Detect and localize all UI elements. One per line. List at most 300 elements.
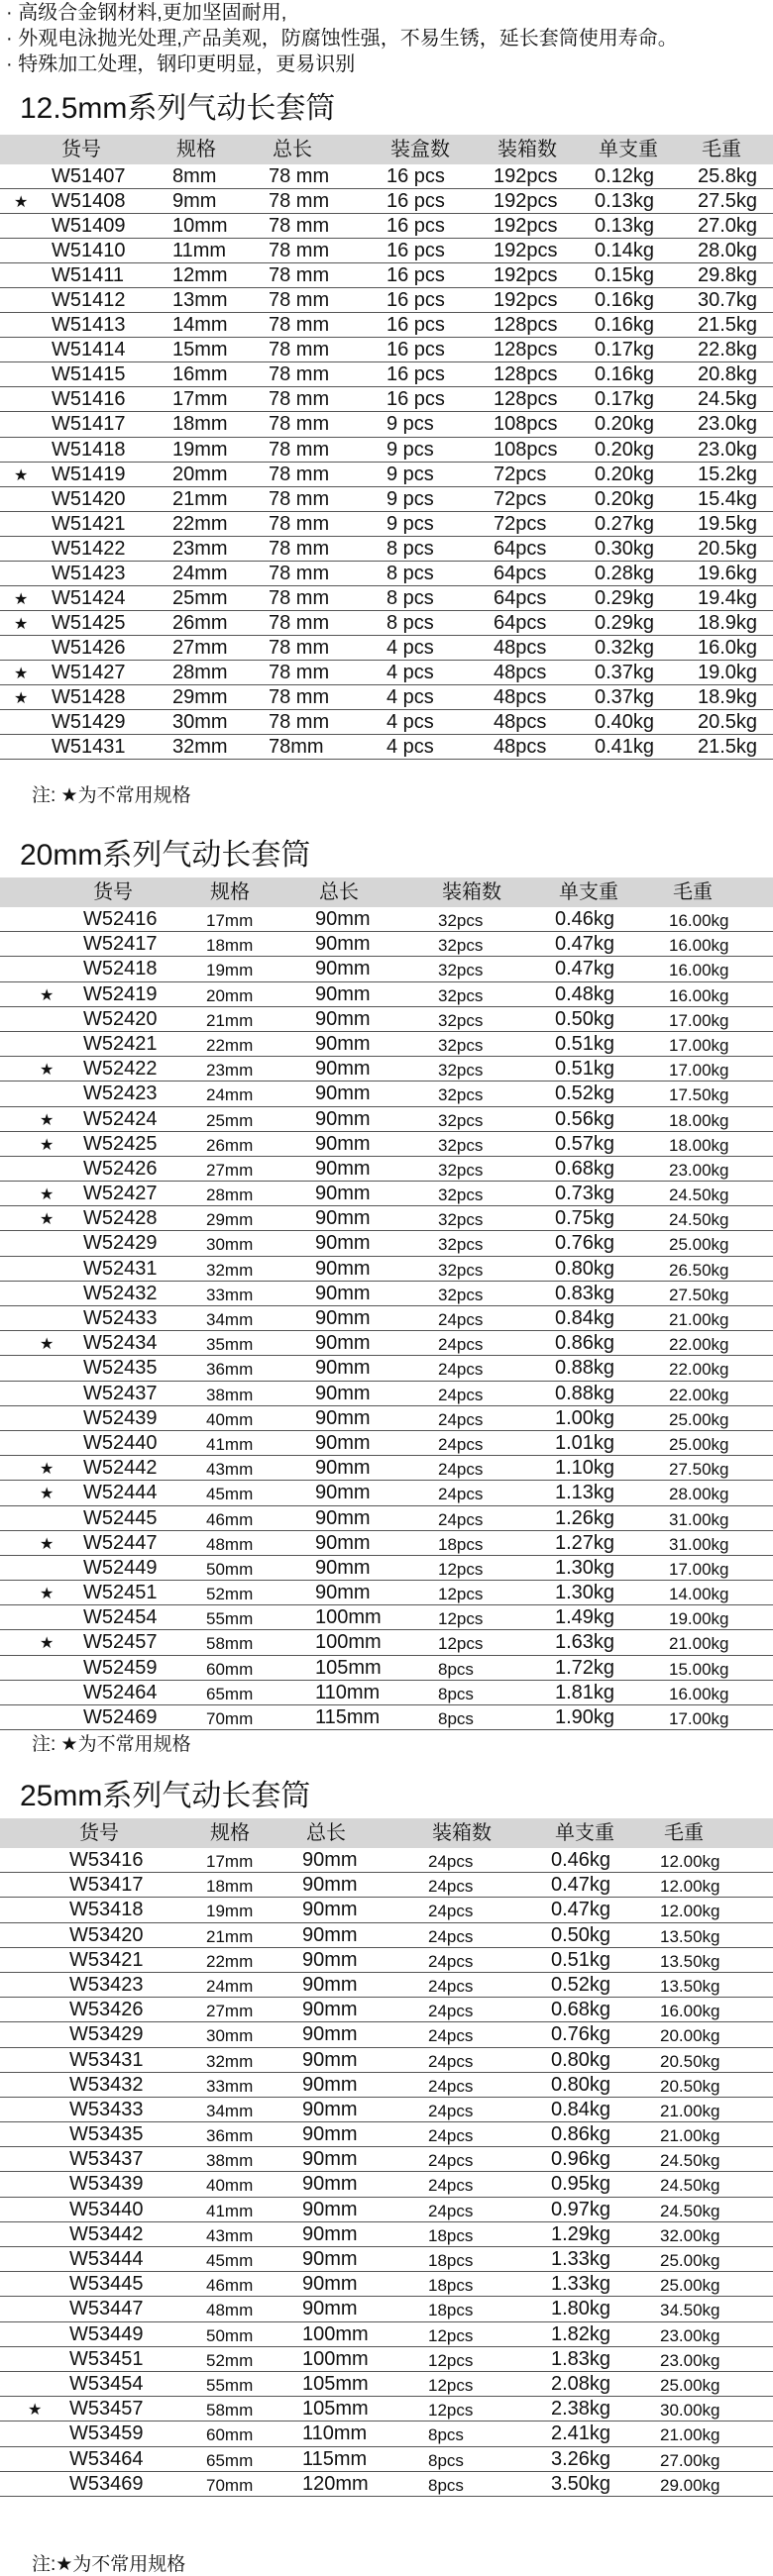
table-cell: 0.96kg [551,2148,611,2171]
table-cell: 48pcs [494,636,547,659]
table-cell: 24pcs [438,1509,484,1529]
table-row [0,2022,773,2047]
table-cell: 11mm [172,240,227,262]
table-cell: 35mm [206,1335,254,1355]
table-cell: 1.90kg [555,1706,615,1728]
table-row [0,438,773,463]
table-cell: 20.50kg [660,2051,720,2071]
table-cell: 12mm [172,264,228,287]
uncommon-star-icon: ★ [14,590,29,608]
table-cell: 0.37kg [595,661,655,683]
table-cell: 29mm [206,1210,254,1230]
table-row [0,562,773,586]
column-header: 货号 [79,1822,119,1844]
table-cell: 78 mm [269,661,330,683]
table-cell: 3.50kg [551,2472,611,2495]
table-cell: W53431 [69,2048,144,2071]
table-cell: 100mm [302,2322,369,2345]
table-cell: 78 mm [269,388,330,411]
table-cell: 90mm [302,2098,358,2120]
table-cell: 90mm [315,1082,371,1105]
table-row [0,1630,773,1655]
column-header: 装盒数 [390,139,450,160]
table-cell: 1.00kg [555,1406,615,1429]
table-cell: 52mm [206,2350,254,2370]
uncommon-star-icon: ★ [40,1535,55,1553]
table-cell: 0.13kg [595,215,655,238]
uncommon-star-icon: ★ [14,689,29,707]
table-cell: 1.30kg [555,1556,615,1579]
table-cell: 105mm [315,1656,382,1679]
uncommon-star-icon: ★ [40,1336,55,1354]
table-cell: 0.40kg [595,711,655,734]
table-cell: W51415 [52,363,126,386]
spec-table [0,1848,773,2497]
table-cell: 32pcs [438,1110,484,1130]
table-cell: 31.00kg [669,1534,729,1554]
table-cell: 24pcs [438,1385,484,1404]
table-cell: 20.8kg [698,363,758,386]
table-cell: 0.83kg [555,1282,615,1304]
table-cell: 9 pcs [386,463,434,485]
table-cell: W52424 [83,1107,158,1130]
table-cell: W52442 [83,1457,158,1480]
table-cell: W52421 [83,1032,158,1055]
table-row [0,586,773,611]
table-row [0,1082,773,1106]
uncommon-star-icon: ★ [40,1136,55,1154]
table-cell: 32mm [206,1260,254,1280]
table-cell: W51420 [52,487,126,510]
table-cell: 24mm [206,1976,254,1996]
table-note: 注: ★为不常用规格 [32,785,191,806]
table-cell: 192pcs [494,240,558,262]
table-cell: 65mm [206,1684,254,1703]
table-cell: 78 mm [269,289,330,312]
table-cell: 0.88kg [555,1382,615,1404]
table-cell: 90mm [302,1948,358,1971]
table-cell: 8 pcs [386,586,434,609]
table-row [0,1656,773,1681]
table-cell: 72pcs [494,487,547,510]
table-cell: 55mm [206,1609,254,1629]
table-cell: 90mm [315,1482,371,1504]
table-row [0,2222,773,2247]
table-cell: 24pcs [438,1360,484,1380]
table-cell: 52mm [206,1585,254,1604]
table-cell: 29.00kg [660,2475,720,2495]
table-row [0,338,773,362]
table-cell: 1.26kg [555,1506,615,1529]
table-cell: 0.95kg [551,2173,611,2196]
table-cell: 16 pcs [386,388,445,411]
table-cell: 20mm [206,985,254,1005]
table-cell: 23.0kg [698,438,758,461]
table-cell: 19mm [206,1902,254,1921]
table-cell: 0.20kg [595,463,655,485]
table-cell: 21.5kg [698,314,758,337]
table-cell: 20mm [172,463,228,485]
table-cell: 0.47kg [555,933,615,956]
table-cell: 0.50kg [555,1007,615,1030]
table-cell: W52418 [83,958,158,980]
table-cell: 26mm [206,1135,254,1155]
table-cell: 0.88kg [555,1357,615,1380]
table-row [0,1007,773,1032]
table-row [0,214,773,239]
table-row [0,1356,773,1381]
section-title: 12.5mm系列气动长套筒 [20,92,336,125]
table-cell: 90mm [315,1032,371,1055]
spec-table [0,164,773,760]
table-row [0,1948,773,1973]
table-cell: 0.17kg [595,339,655,361]
table-cell: 25mm [172,586,228,609]
uncommon-star-icon: ★ [40,1062,55,1080]
section-title: 25mm系列气动长套筒 [20,1780,311,1812]
column-header: 装箱数 [497,139,557,160]
table-cell: 22.00kg [669,1360,729,1380]
table-row [0,1231,773,1256]
table-cell: 45mm [206,1485,254,1504]
table-cell: 9 pcs [386,413,434,436]
table-row [0,2073,773,2098]
table-row [0,611,773,636]
table-cell: W52437 [83,1382,158,1404]
table-cell: 28mm [172,661,228,683]
table-cell: 17mm [206,911,254,930]
table-cell: 24pcs [438,1335,484,1355]
uncommon-star-icon: ★ [40,1211,55,1229]
uncommon-star-icon: ★ [40,986,55,1004]
table-cell: W53423 [69,1973,144,1996]
table-cell: 0.68kg [555,1157,615,1180]
table-cell: 19.6kg [698,562,758,584]
table-cell: W51414 [52,339,126,361]
table-cell: 12.00kg [660,1902,720,1921]
table-row [0,1481,773,1505]
table-cell: 90mm [302,1874,358,1897]
table-cell: 24pcs [428,2002,474,2021]
column-header: 货号 [93,881,133,903]
table-cell: 0.29kg [595,611,655,634]
table-cell: 24pcs [438,1409,484,1429]
table-cell: 29mm [172,685,228,708]
table-cell: 192pcs [494,190,558,213]
table-row [0,636,773,661]
table-cell: 25.00kg [660,2251,720,2270]
table-cell: W51421 [52,512,126,535]
table-cell: 28.00kg [669,1485,729,1504]
table-row [0,1556,773,1581]
column-header: 单支重 [555,1822,614,1844]
table-cell: 72pcs [494,463,547,485]
table-cell: 30mm [206,1235,254,1255]
table-cell: 20.5kg [698,537,758,560]
table-row [0,1581,773,1605]
table-cell: 46mm [206,1509,254,1529]
table-cell: 0.48kg [555,982,615,1005]
column-header: 规格 [210,881,250,903]
table-cell: 64pcs [494,562,547,584]
table-cell: W52416 [83,908,158,930]
table-cell: 16.00kg [660,2002,720,2021]
table-row [0,1998,773,2022]
table-cell: 23.00kg [669,1160,729,1180]
table-cell: 1.49kg [555,1606,615,1629]
table-cell: 100mm [315,1631,382,1654]
table-cell: W53440 [69,2198,144,2220]
table-cell: W52429 [83,1232,158,1255]
table-cell: 22.00kg [669,1385,729,1404]
table-note: 注:★为不常用规格 [32,2554,186,2575]
table-cell: 90mm [302,2148,358,2171]
table-row [0,1681,773,1705]
table-cell: 16.00kg [669,961,729,980]
table-cell: 17mm [172,388,228,411]
column-header: 装箱数 [432,1822,492,1844]
table-cell: 16 pcs [386,264,445,287]
feature-list [6,0,678,77]
table-cell: 78 mm [269,165,330,187]
table-cell: 8 pcs [386,562,434,584]
table-cell: 78 mm [269,586,330,609]
table-cell: 78 mm [269,363,330,386]
table-cell: 9 pcs [386,438,434,461]
table-row [0,735,773,760]
table-cell: W51431 [52,736,126,759]
table-cell: W51416 [52,388,126,411]
table-cell: W51412 [52,289,126,312]
table-cell: W51411 [52,264,125,287]
table-cell: 100mm [315,1606,382,1629]
table-cell: 60mm [206,1659,254,1679]
table-cell: 1.63kg [555,1631,615,1654]
table-cell: 78 mm [269,685,330,708]
table-row [0,1206,773,1231]
table-cell: 90mm [315,1207,371,1230]
table-cell: 13mm [172,289,228,312]
table-cell: 90mm [315,1531,371,1554]
table-cell: 192pcs [494,215,558,238]
table-cell: 48pcs [494,736,547,759]
table-cell: 78 mm [269,215,330,238]
table-cell: W53457 [69,2398,144,2421]
table-cell: 20.00kg [660,2026,720,2046]
table-cell: 18mm [206,936,254,956]
table-cell: 78 mm [269,562,330,584]
table-row [0,288,773,313]
table-row [0,1282,773,1306]
table-cell: W53421 [69,1948,144,1971]
table-row [0,362,773,387]
column-header: 总长 [306,1822,346,1844]
table-cell: 55mm [206,2375,254,2395]
table-cell: 2.08kg [551,2372,611,2395]
table-cell: W51426 [52,636,126,659]
table-cell: 0.29kg [595,586,655,609]
table-cell: 20.50kg [660,2076,720,2096]
table-cell: 34mm [206,1310,254,1329]
table-cell: W51419 [52,463,126,485]
table-header [0,1818,773,1848]
table-cell: 65mm [206,2450,254,2470]
table-cell: 20.5kg [698,711,758,734]
table-cell: 0.28kg [595,562,655,584]
table-cell: 105mm [302,2398,369,2421]
table-cell: 0.16kg [595,289,655,312]
table-cell: 78 mm [269,190,330,213]
table-cell: W52469 [83,1706,158,1728]
table-cell: W52419 [83,982,158,1005]
table-cell: 24.50kg [669,1210,729,1230]
table-row [0,1382,773,1406]
table-cell: 34mm [206,2101,254,2120]
table-cell: 90mm [315,1282,371,1304]
table-cell: 32pcs [438,1260,484,1280]
table-cell: 27mm [206,2002,254,2021]
table-cell: 90mm [315,1431,371,1454]
table-cell: 27.50kg [669,1460,729,1480]
table-cell: 22mm [206,1035,254,1055]
table-cell: 29.8kg [698,264,758,287]
table-cell: 43mm [206,1460,254,1480]
table-header [0,135,773,164]
table-cell: 21.00kg [660,2126,720,2146]
uncommon-star-icon: ★ [14,615,29,633]
table-cell: 4 pcs [386,736,434,759]
table-cell: 90mm [315,1107,371,1130]
table-cell: 0.50kg [551,1923,611,1946]
table-cell: 17.00kg [669,1709,729,1728]
table-cell: 78mm [269,736,324,759]
table-note: 注: ★为不常用规格 [32,1734,191,1755]
table-cell: 1.29kg [551,2222,611,2245]
table-cell: 36mm [206,2126,254,2146]
table-row [0,2372,773,2397]
table-row [0,1848,773,1873]
table-row [0,957,773,981]
table-cell: 0.52kg [551,1973,611,1996]
column-header: 单支重 [599,139,658,160]
table-cell: 27.0kg [698,215,758,238]
table-row [0,2397,773,2421]
table-cell: 15mm [172,339,228,361]
table-cell: 0.46kg [551,1849,611,1871]
table-cell: 28mm [206,1185,254,1205]
table-cell: 100mm [302,2347,369,2370]
table-cell: 90mm [302,2173,358,2196]
table-cell: W51425 [52,611,126,634]
table-cell: 90mm [302,2222,358,2245]
table-cell: 0.13kg [595,190,655,213]
table-cell: 24pcs [428,1951,474,1971]
table-cell: 0.27kg [595,512,655,535]
table-cell: 3.26kg [551,2447,611,2470]
table-cell: 8 pcs [386,611,434,634]
table-cell: 21.00kg [669,1634,729,1654]
table-cell: 115mm [302,2447,368,2470]
table-cell: 18pcs [428,2225,474,2245]
table-cell: W53454 [69,2372,144,2395]
table-cell: 192pcs [494,264,558,287]
table-cell: W53444 [69,2248,144,2270]
table-cell: 64pcs [494,537,547,560]
table-cell: 27.5kg [698,190,758,213]
table-cell: 48mm [206,2301,254,2320]
table-cell: 0.75kg [555,1207,615,1230]
table-cell: 25.00kg [669,1235,729,1255]
feature-item: · 外观电泳抛光处理,产品美观，防腐蚀性强，不易生锈，延长套筒使用寿命。 [6,28,678,50]
table-cell: 32mm [172,736,228,759]
table-cell: 24pcs [428,2126,474,2146]
table-cell: 12pcs [438,1609,484,1629]
table-cell: 0.84kg [551,2098,611,2120]
column-header: 总长 [319,881,359,903]
table-cell: W51410 [52,240,126,262]
table-row [0,412,773,437]
column-header: 毛重 [664,1822,704,1844]
table-cell: 13.50kg [660,1926,720,1946]
table-row [0,1506,773,1531]
table-cell: 19mm [172,438,228,461]
table-cell: W53416 [69,1849,144,1871]
table-cell: 1.33kg [551,2273,611,2296]
table-cell: 1.30kg [555,1582,615,1604]
table-cell: W53433 [69,2098,144,2120]
table-cell: 1.80kg [551,2298,611,2320]
table-row [0,1331,773,1356]
table-cell: W52432 [83,1282,158,1304]
table-cell: 41mm [206,2201,254,2220]
table-cell: 0.97kg [551,2198,611,2220]
table-cell: 24pcs [428,2176,474,2196]
table-cell: 128pcs [494,388,558,411]
table-cell: 32pcs [438,1061,484,1081]
table-cell: W52440 [83,1431,158,1454]
table-cell: 24pcs [438,1485,484,1504]
table-cell: 78 mm [269,463,330,485]
table-cell: 23mm [206,1061,254,1081]
table-cell: 16 pcs [386,363,445,386]
table-row [0,2447,773,2472]
table-cell: 16 pcs [386,339,445,361]
table-cell: 24pcs [438,1310,484,1329]
table-cell: 28.0kg [698,240,758,262]
column-header: 货号 [61,139,101,160]
table-cell: 90mm [315,1556,371,1579]
table-cell: 22.00kg [669,1335,729,1355]
table-cell: 33mm [206,1285,254,1304]
table-cell: 24pcs [428,1852,474,1871]
table-cell: 78 mm [269,487,330,510]
table-row [0,2347,773,2372]
table-row [0,685,773,710]
table-row [0,2172,773,2197]
table-row [0,2297,773,2321]
table-cell: 19.0kg [698,661,758,683]
table-cell: W53429 [69,2023,144,2046]
table-cell: 24pcs [428,2051,474,2071]
table-cell: 24.5kg [698,388,758,411]
table-cell: 0.51kg [555,1032,615,1055]
table-cell: 18pcs [438,1534,484,1554]
table-row [0,1456,773,1481]
table-cell: 0.12kg [595,165,655,187]
table-cell: 90mm [315,1506,371,1529]
table-cell: 0.20kg [595,413,655,436]
column-header: 总长 [273,139,312,160]
